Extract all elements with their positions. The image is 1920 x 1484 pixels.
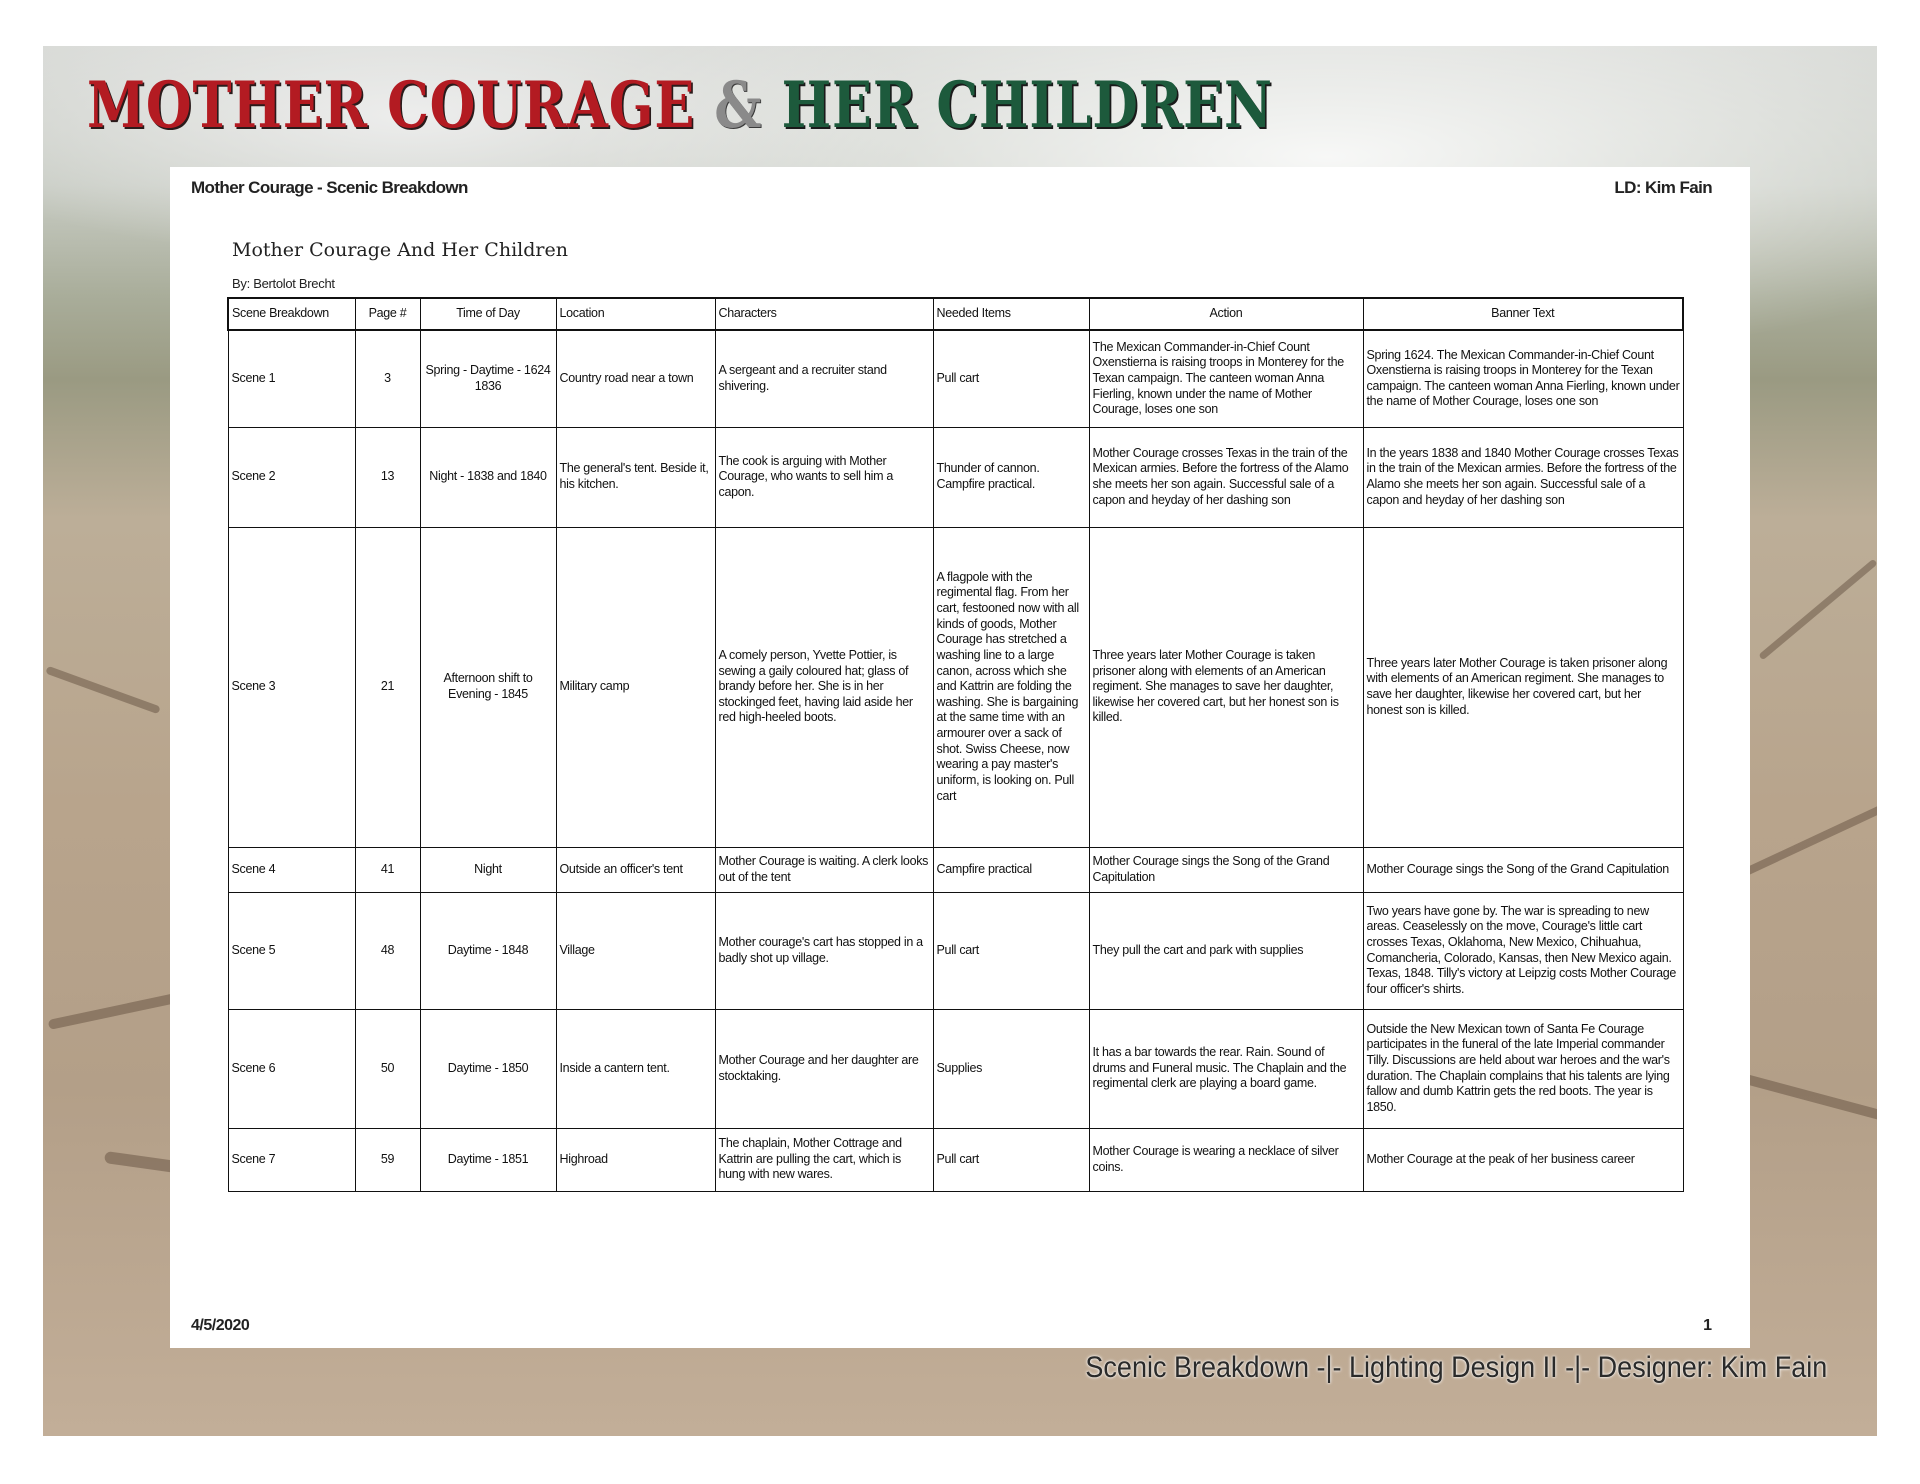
column-header: Location — [556, 298, 715, 330]
cell-action: Mother Courage sings the Song of the Grand Capitulation — [1089, 847, 1363, 892]
cell-needed-items: Supplies — [933, 1009, 1089, 1128]
scenic-breakdown-table — [227, 297, 1684, 1192]
cell-scene: Scene 1 — [228, 330, 355, 427]
cell-location: Highroad — [556, 1128, 715, 1191]
cell-action: The Mexican Commander-in-Chief Count Oxenstierna is raising troops in Monterey for the Texan campaign. The canteen woman Anna Fierling, known under the name of Mother Courage, loses one son — [1089, 330, 1363, 427]
cell-needed-items: Campfire practical — [933, 847, 1089, 892]
page-header-right: LD: Kim Fain — [1614, 178, 1712, 197]
cell-scene: Scene 6 — [228, 1009, 355, 1128]
document-page — [170, 167, 1750, 1348]
cell-scene: Scene 3 — [228, 527, 355, 847]
cell-page: 41 — [355, 847, 420, 892]
cell-location: Military camp — [556, 527, 715, 847]
cell-characters: The chaplain, Mother Cottrage and Kattrin are pulling the cart, which is hung with new wares. — [715, 1128, 933, 1191]
cell-scene: Scene 4 — [228, 847, 355, 892]
cell-scene: Scene 5 — [228, 892, 355, 1009]
cell-page: 50 — [355, 1009, 420, 1128]
cell-page: 48 — [355, 892, 420, 1009]
cell-banner-text: In the years 1838 and 1840 Mother Courage crosses Texas in the train of the Mexican armies. Before the fortress of the Alamo she meets her son again. Successful sale of a capon and heyday of her dashing son — [1363, 427, 1683, 527]
cell-needed-items: Pull cart — [933, 330, 1089, 427]
table-row — [228, 847, 1683, 892]
column-header: Time of Day — [420, 298, 556, 330]
cell-scene: Scene 7 — [228, 1128, 355, 1191]
cell-action: Three years later Mother Courage is taken prisoner along with elements of an American regiment. She manages to save her daughter, likewise her covered cart, but her honest son is killed. — [1089, 527, 1363, 847]
cell-location: Country road near a town — [556, 330, 715, 427]
cell-action: Mother Courage is wearing a necklace of silver coins. — [1089, 1128, 1363, 1191]
cell-needed-items: A flagpole with the regimental flag. From her cart, festooned now with all kinds of goods, Mother Courage has stretched a washing line to a large canon, across which she and Kattrin are folding the washing. She is bargaining at the same time with an armourer over a sack of shot. Swiss Cheese, now wearing a pay master's uniform, is looking on. Pull cart — [933, 527, 1089, 847]
title-ampersand: & — [714, 68, 763, 143]
cell-location: The general's tent. Beside it, his kitchen. — [556, 427, 715, 527]
cell-characters: A sergeant and a recruiter stand shivering. — [715, 330, 933, 427]
cell-time: Afternoon shift to Evening - 1845 — [420, 527, 556, 847]
table-row — [228, 330, 1683, 427]
column-header: Needed Items — [933, 298, 1089, 330]
title-part-mother-courage: MOTHER COURAGE — [87, 68, 696, 143]
column-header: Banner Text — [1363, 298, 1683, 330]
table-header-row — [228, 298, 1683, 330]
slide-title — [87, 68, 1273, 143]
cell-location: Village — [556, 892, 715, 1009]
cell-page: 21 — [355, 527, 420, 847]
cell-needed-items: Pull cart — [933, 892, 1089, 1009]
cell-banner-text: Mother Courage at the peak of her business career — [1363, 1128, 1683, 1191]
cell-characters: Mother Courage is waiting. A clerk looks out of the tent — [715, 847, 933, 892]
cell-location: Outside an officer's tent — [556, 847, 715, 892]
cell-page: 13 — [355, 427, 420, 527]
title-part-her-children: HER CHILDREN — [781, 68, 1273, 143]
crack-decoration — [45, 666, 160, 715]
cell-page: 3 — [355, 330, 420, 427]
cell-banner-text: Spring 1624. The Mexican Commander-in-Chief Count Oxenstierna is raising troops in Monterey for the Texan campaign. The canteen woman Anna Fierling, known under the name of Mother Courage, loses one son — [1363, 330, 1683, 427]
page-number: 1 — [1703, 1317, 1712, 1334]
column-header: Scene Breakdown — [228, 298, 355, 330]
table-row — [228, 1128, 1683, 1191]
cell-location: Inside a cantern tent. — [556, 1009, 715, 1128]
cell-action: They pull the cart and park with supplies — [1089, 892, 1363, 1009]
cell-banner-text: Three years later Mother Courage is taken prisoner along with elements of an American regiment. She manages to save her daughter, likewise her covered cart, but her honest son is killed. — [1363, 527, 1683, 847]
cell-time: Night - 1838 and 1840 — [420, 427, 556, 527]
cell-banner-text: Mother Courage sings the Song of the Grand Capitulation — [1363, 847, 1683, 892]
cell-time: Daytime - 1848 — [420, 892, 556, 1009]
cell-characters: Mother courage's cart has stopped in a badly shot up village. — [715, 892, 933, 1009]
table-row — [228, 1009, 1683, 1128]
document-title: Mother Courage And Her Children — [232, 239, 568, 261]
cell-scene: Scene 2 — [228, 427, 355, 527]
cell-banner-text: Outside the New Mexican town of Santa Fe Courage participates in the funeral of the late Imperial commander Tilly. Discussions are held about war heroes and the war's duration. The Chaplain complains that his talents are lying fallow and dumb Kattrin gets the red boots. The year is 1850. — [1363, 1009, 1683, 1128]
document-author: By: Bertolot Brecht — [232, 276, 335, 291]
table-row — [228, 892, 1683, 1009]
page-header-left: Mother Courage - Scenic Breakdown — [191, 178, 468, 197]
column-header: Action — [1089, 298, 1363, 330]
slide-caption: Scenic Breakdown -|- Lighting Design II -|- Designer: Kim Fain — [1085, 1351, 1827, 1384]
column-header: Page # — [355, 298, 420, 330]
cell-banner-text: Two years have gone by. The war is spreading to new areas. Ceaselessly on the move, Courage's little cart crosses Texas, Oklahoma, New Mexico, Chihuahua, Comancheria, Colorado, Kansas, then New Mexico again. Texas, 1848. Tilly's victory at Leipzig costs Mother Courage four officer's shirts. — [1363, 892, 1683, 1009]
cell-characters: The cook is arguing with Mother Courage, who wants to sell him a capon. — [715, 427, 933, 527]
cell-characters: Mother Courage and her daughter are stocktaking. — [715, 1009, 933, 1128]
column-header: Characters — [715, 298, 933, 330]
cell-time: Daytime - 1850 — [420, 1009, 556, 1128]
table-row — [228, 427, 1683, 527]
cell-needed-items: Thunder of cannon. Campfire practical. — [933, 427, 1089, 527]
cell-action: Mother Courage crosses Texas in the train of the Mexican armies. Before the fortress of the Alamo she meets her son again. Successful sale of a capon and heyday of her dashing son — [1089, 427, 1363, 527]
cell-time: Night — [420, 847, 556, 892]
cell-characters: A comely person, Yvette Pottier, is sewing a gaily coloured hat; glass of brandy before her. She is in her stockinged feet, having laid aside her red high-heeled boots. — [715, 527, 933, 847]
cell-page: 59 — [355, 1128, 420, 1191]
cell-action: It has a bar towards the rear. Rain. Sound of drums and Funeral music. The Chaplain and the regimental clerk are playing a board game. — [1089, 1009, 1363, 1128]
table-row — [228, 527, 1683, 847]
page-footer-date: 4/5/2020 — [191, 1317, 250, 1334]
cell-time: Daytime - 1851 — [420, 1128, 556, 1191]
crack-decoration — [1758, 559, 1877, 661]
slide-background — [43, 46, 1877, 1436]
cell-needed-items: Pull cart — [933, 1128, 1089, 1191]
cell-time: Spring - Daytime - 1624 1836 — [420, 330, 556, 427]
